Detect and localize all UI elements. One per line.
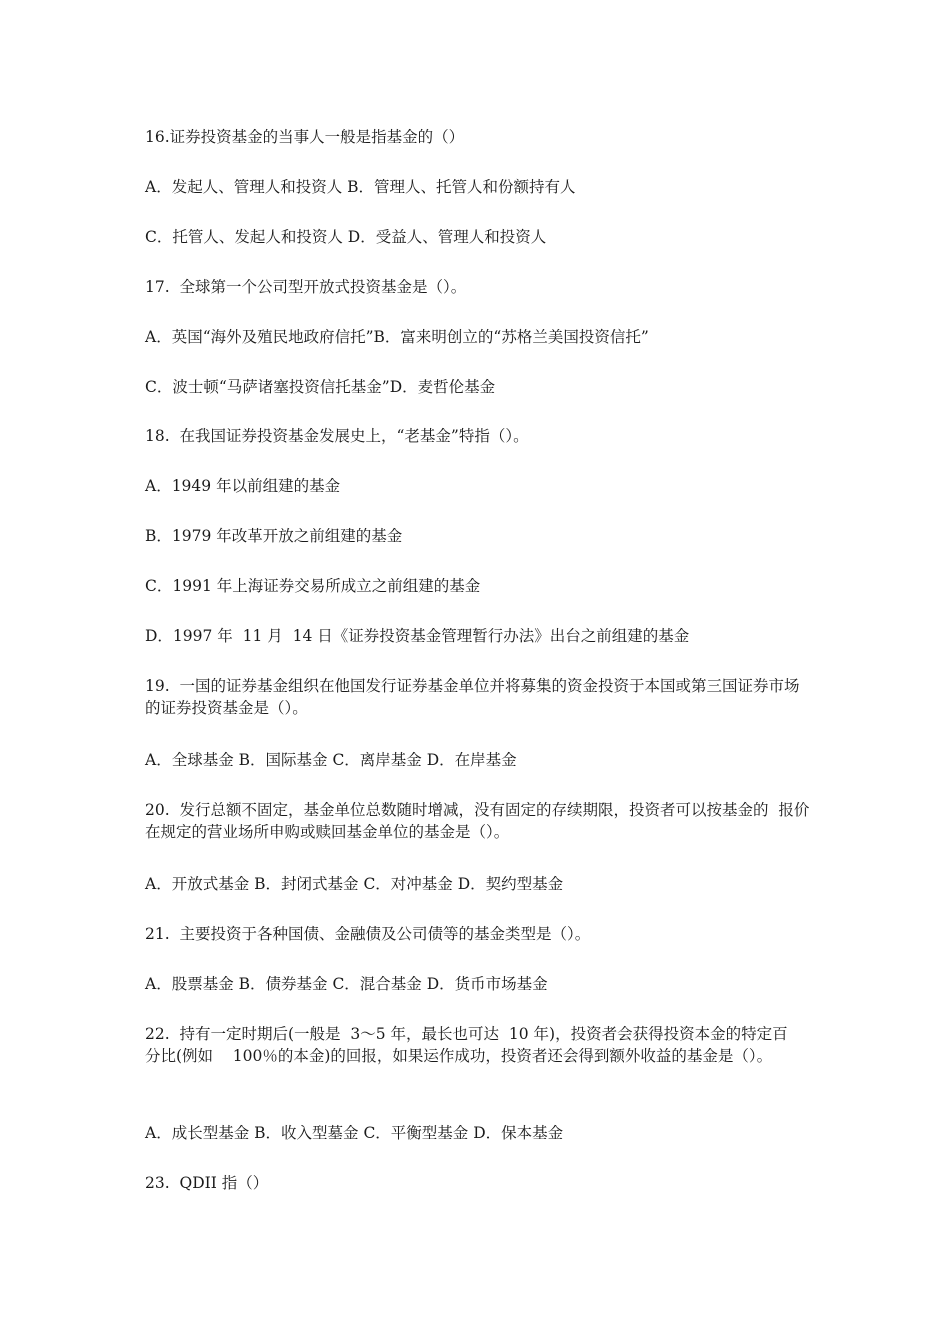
question-20-stem: 20. 发行总额不固定，基金单位总数随时增减，没有固定的存续期限，投资者可以按基金的 报价在规定的营业场所申购或赎回基金单位的基金是（）。 <box>145 801 810 841</box>
question-19-options: A．全球基金 B．国际基金 C．离岸基金 D．在岸基金 <box>145 751 517 769</box>
question-16-option-line-2: C．托管人、发起人和投资人 D．受益人、管理人和投资人 <box>145 228 547 246</box>
question-16-option-line-1: A．发起人、管理人和投资人 B．管理人、托管人和份额持有人 <box>145 178 576 196</box>
question-18-stem: 18. 在我国证券投资基金发展史上，“老基金”特指（）。 <box>145 427 529 445</box>
question-16-stem: 16.证券投资基金的当事人一般是指基金的（） <box>145 128 465 146</box>
question-23-stem: 23. QDII 指（） <box>145 1174 269 1192</box>
question-19-stem: 19. 一国的证券基金组织在他国发行证券基金单位并将募集的资金投资于本国或第三国证券市场的证券投资基金是（）。 <box>145 677 800 717</box>
question-18-option-b: B．1979 年改革开放之前组建的基金 <box>145 527 403 545</box>
question-20-options: A．开放式基金 B．封闭式基金 C．对冲基金 D．契约型基金 <box>145 875 564 893</box>
question-18-option-d: D．1997 年 11 月 14 日《证券投资基金管理暂行办法》出台之前组建的基金 <box>145 627 690 645</box>
question-18-option-a: A．1949 年以前组建的基金 <box>145 477 341 495</box>
question-21-stem: 21. 主要投资于各种国债、金融债及公司债等的基金类型是（）。 <box>145 925 591 943</box>
question-21-options: A．股票基金 B．债券基金 C．混合基金 D．货币市场基金 <box>145 975 548 993</box>
question-22-stem: 22. 持有一定时期后(一般是 3～5 年，最长也可达 10 年)，投资者会获得投资本金的特定百 分比(例如 100％的本金)的回报，如果运作成功，投资者还会得到额外收益的基金是（）。 <box>145 1025 798 1065</box>
question-17-option-line-1: A．英国“海外及殖民地政府信托”B．富来明创立的“苏格兰美国投资信托” <box>145 328 649 346</box>
question-18-option-c: C．1991 年上海证券交易所成立之前组建的基金 <box>145 577 481 595</box>
question-22-options: A．成长型基金 B．收入型墓金 C．平衡型基金 D．保本基金 <box>145 1124 564 1142</box>
question-17-option-line-2: C．波士顿“马萨诸塞投资信托基金”D．麦哲伦基金 <box>145 378 496 396</box>
question-17-stem: 17. 全球第一个公司型开放式投资基金是（）。 <box>145 278 467 296</box>
